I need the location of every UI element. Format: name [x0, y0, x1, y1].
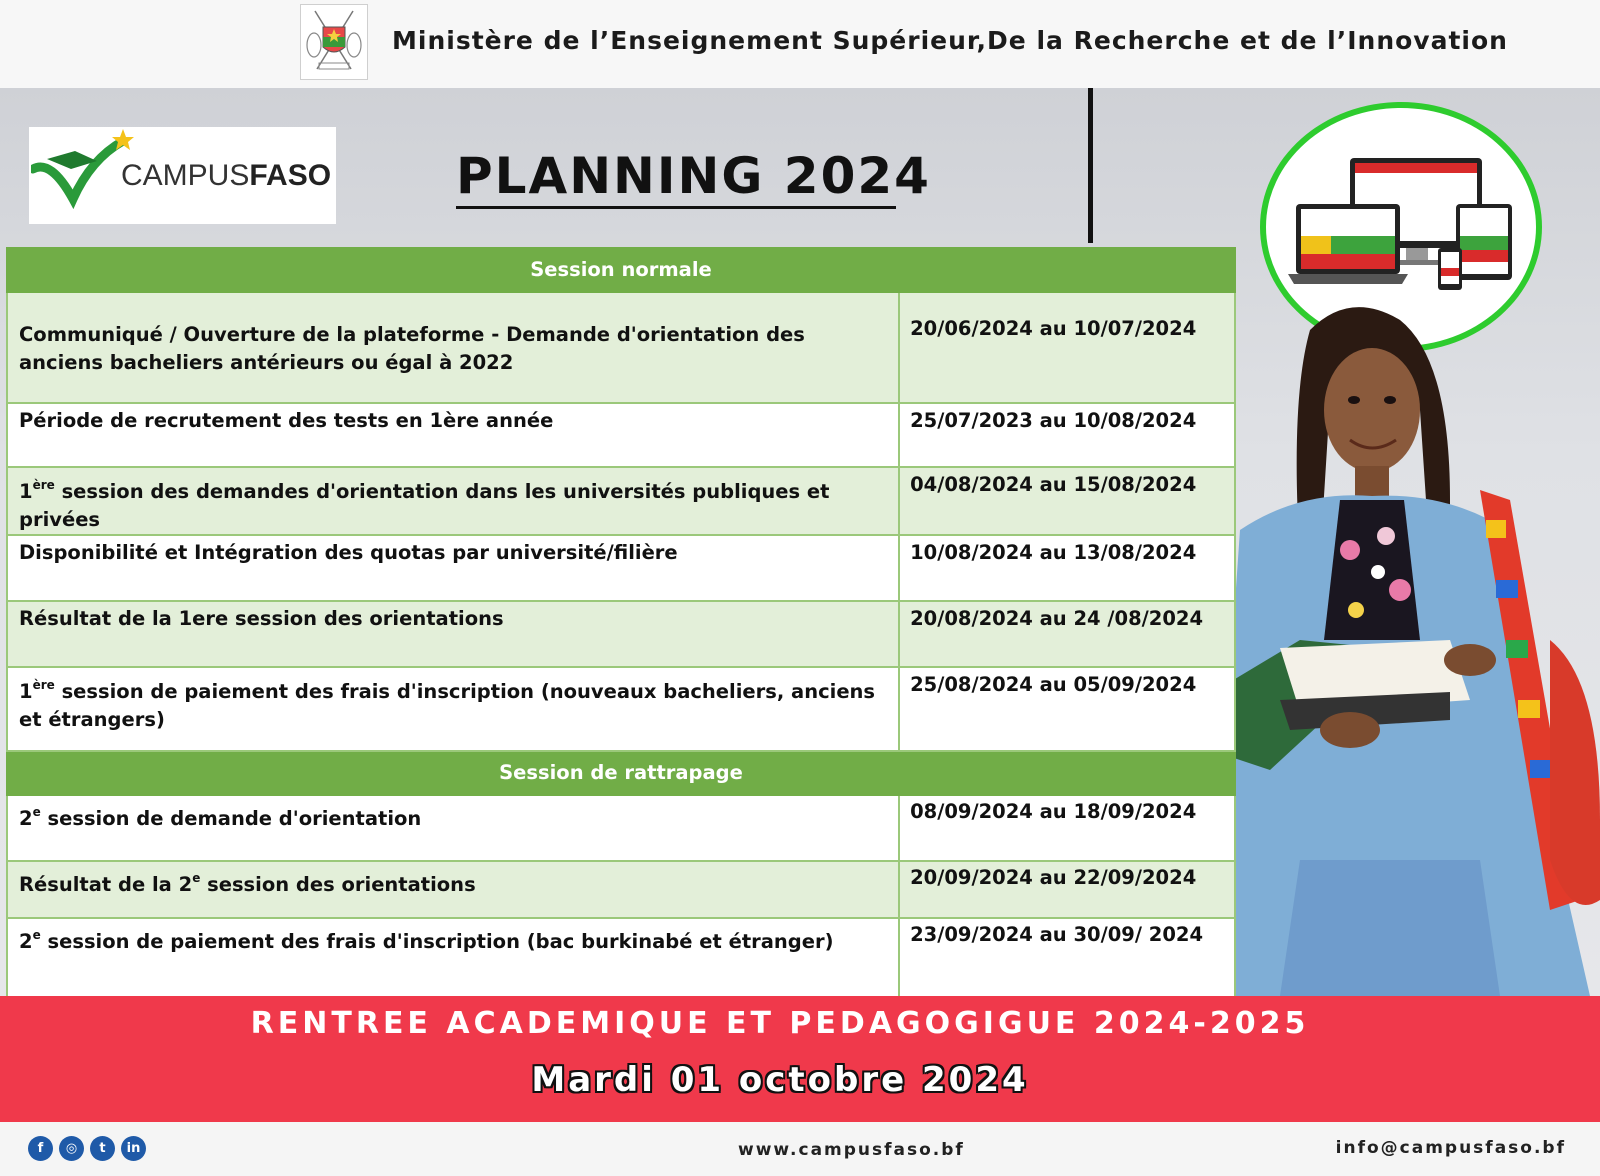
row-label [7, 918, 899, 1004]
row-label-sup: e [192, 871, 201, 885]
email-link[interactable]: info@campusfaso.bf [1335, 1138, 1566, 1158]
logo-campus: CAMPUS [121, 159, 250, 192]
table-row [7, 467, 1235, 535]
row-label-pre: 2 [19, 930, 33, 953]
row-dates: 04/08/2024 au 15/08/2024 [899, 467, 1235, 535]
planning-table [6, 247, 1236, 1005]
table-row [7, 292, 1235, 403]
logo-faso: FASO [249, 159, 332, 192]
row-dates: 25/07/2023 au 10/08/2024 [899, 403, 1235, 467]
title-underline [456, 206, 896, 209]
coat-of-arms-icon [300, 4, 368, 80]
row-dates: 20/09/2024 au 22/09/2024 [899, 861, 1235, 918]
row-dates: 20/08/2024 au 24 /08/2024 [899, 601, 1235, 667]
row-label-sup: e [32, 928, 41, 942]
table-row [7, 667, 1235, 751]
row-label-text: Communiqué / Ouverture de la plateforme - Demande d'orientation des anciens bacheliers antérieurs ou égal à 2022 [19, 323, 805, 374]
social-links [28, 1136, 146, 1161]
row-label-text: Résultat de la 1ere session des orientations [19, 607, 504, 630]
banner-title: RENTREE ACADEMIQUE ET PEDAGOGIGUE 2024-2025 [250, 1006, 1310, 1041]
row-label-pre: 1 [19, 480, 33, 503]
row-label-text: Disponibilité et Intégration des quotas par université/filière [19, 541, 678, 564]
logo-text [121, 159, 331, 193]
row-label-text: Période de recrutement des tests en 1ère année [19, 409, 554, 432]
row-dates: 20/06/2024 au 10/07/2024 [899, 292, 1235, 403]
row-dates: 08/09/2024 au 18/09/2024 [899, 795, 1235, 861]
banner-date: Mardi 01 octobre 2024 [531, 1060, 1029, 1100]
row-label-pre: 1 [19, 680, 33, 703]
section-rattrapage-title: Session de rattrapage [7, 751, 1235, 795]
row-label-sup: ère [32, 678, 55, 692]
row-label-text: session de paiement des frais d'inscription (nouveaux bacheliers, anciens et étrangers) [19, 680, 876, 731]
divider [1088, 88, 1093, 243]
row-label-text: session des demandes d'orientation dans les universités publiques et privées [19, 480, 830, 531]
row-label-pre: Résultat de la 2 [19, 873, 193, 896]
row-label [7, 861, 899, 918]
row-dates: 10/08/2024 au 13/08/2024 [899, 535, 1235, 601]
ministry-name: Ministère de l’Enseignement Supérieur,De la Recherche et de l’Innovation [392, 26, 1508, 55]
row-label [7, 795, 899, 861]
row-label-sup: e [32, 805, 41, 819]
facebook-icon[interactable]: f [28, 1136, 53, 1161]
table-row [7, 918, 1235, 1004]
row-label-pre: 2 [19, 807, 33, 830]
row-label-text: session de demande d'orientation [40, 807, 422, 830]
row-label-sup: ère [32, 478, 55, 492]
section-normal-title: Session normale [7, 248, 1235, 292]
table-row [7, 535, 1235, 601]
table-row [7, 403, 1235, 467]
section-header-normal [7, 248, 1235, 292]
row-label-text: session des orientations [200, 873, 476, 896]
row-label [7, 667, 899, 751]
section-header-rattrapage [7, 751, 1235, 795]
row-dates: 23/09/2024 au 30/09/ 2024 [899, 918, 1235, 1004]
row-label [7, 601, 899, 667]
row-label [7, 403, 899, 467]
page-title: PLANNING 2024 [456, 147, 931, 205]
row-label-text: session de paiement des frais d'inscription (bac burkinabé et étranger) [40, 930, 834, 953]
row-label [7, 467, 899, 535]
row-label [7, 292, 899, 403]
table-row [7, 861, 1235, 918]
instagram-icon[interactable]: ◎ [59, 1136, 84, 1161]
row-label [7, 535, 899, 601]
linkedin-icon[interactable]: in [121, 1136, 146, 1161]
website-link[interactable]: www.campusfaso.bf [738, 1140, 965, 1160]
table-row [7, 795, 1235, 861]
table-row [7, 601, 1235, 667]
campusfaso-logo [29, 127, 336, 224]
twitter-icon[interactable]: t [90, 1136, 115, 1161]
row-dates: 25/08/2024 au 05/09/2024 [899, 667, 1235, 751]
